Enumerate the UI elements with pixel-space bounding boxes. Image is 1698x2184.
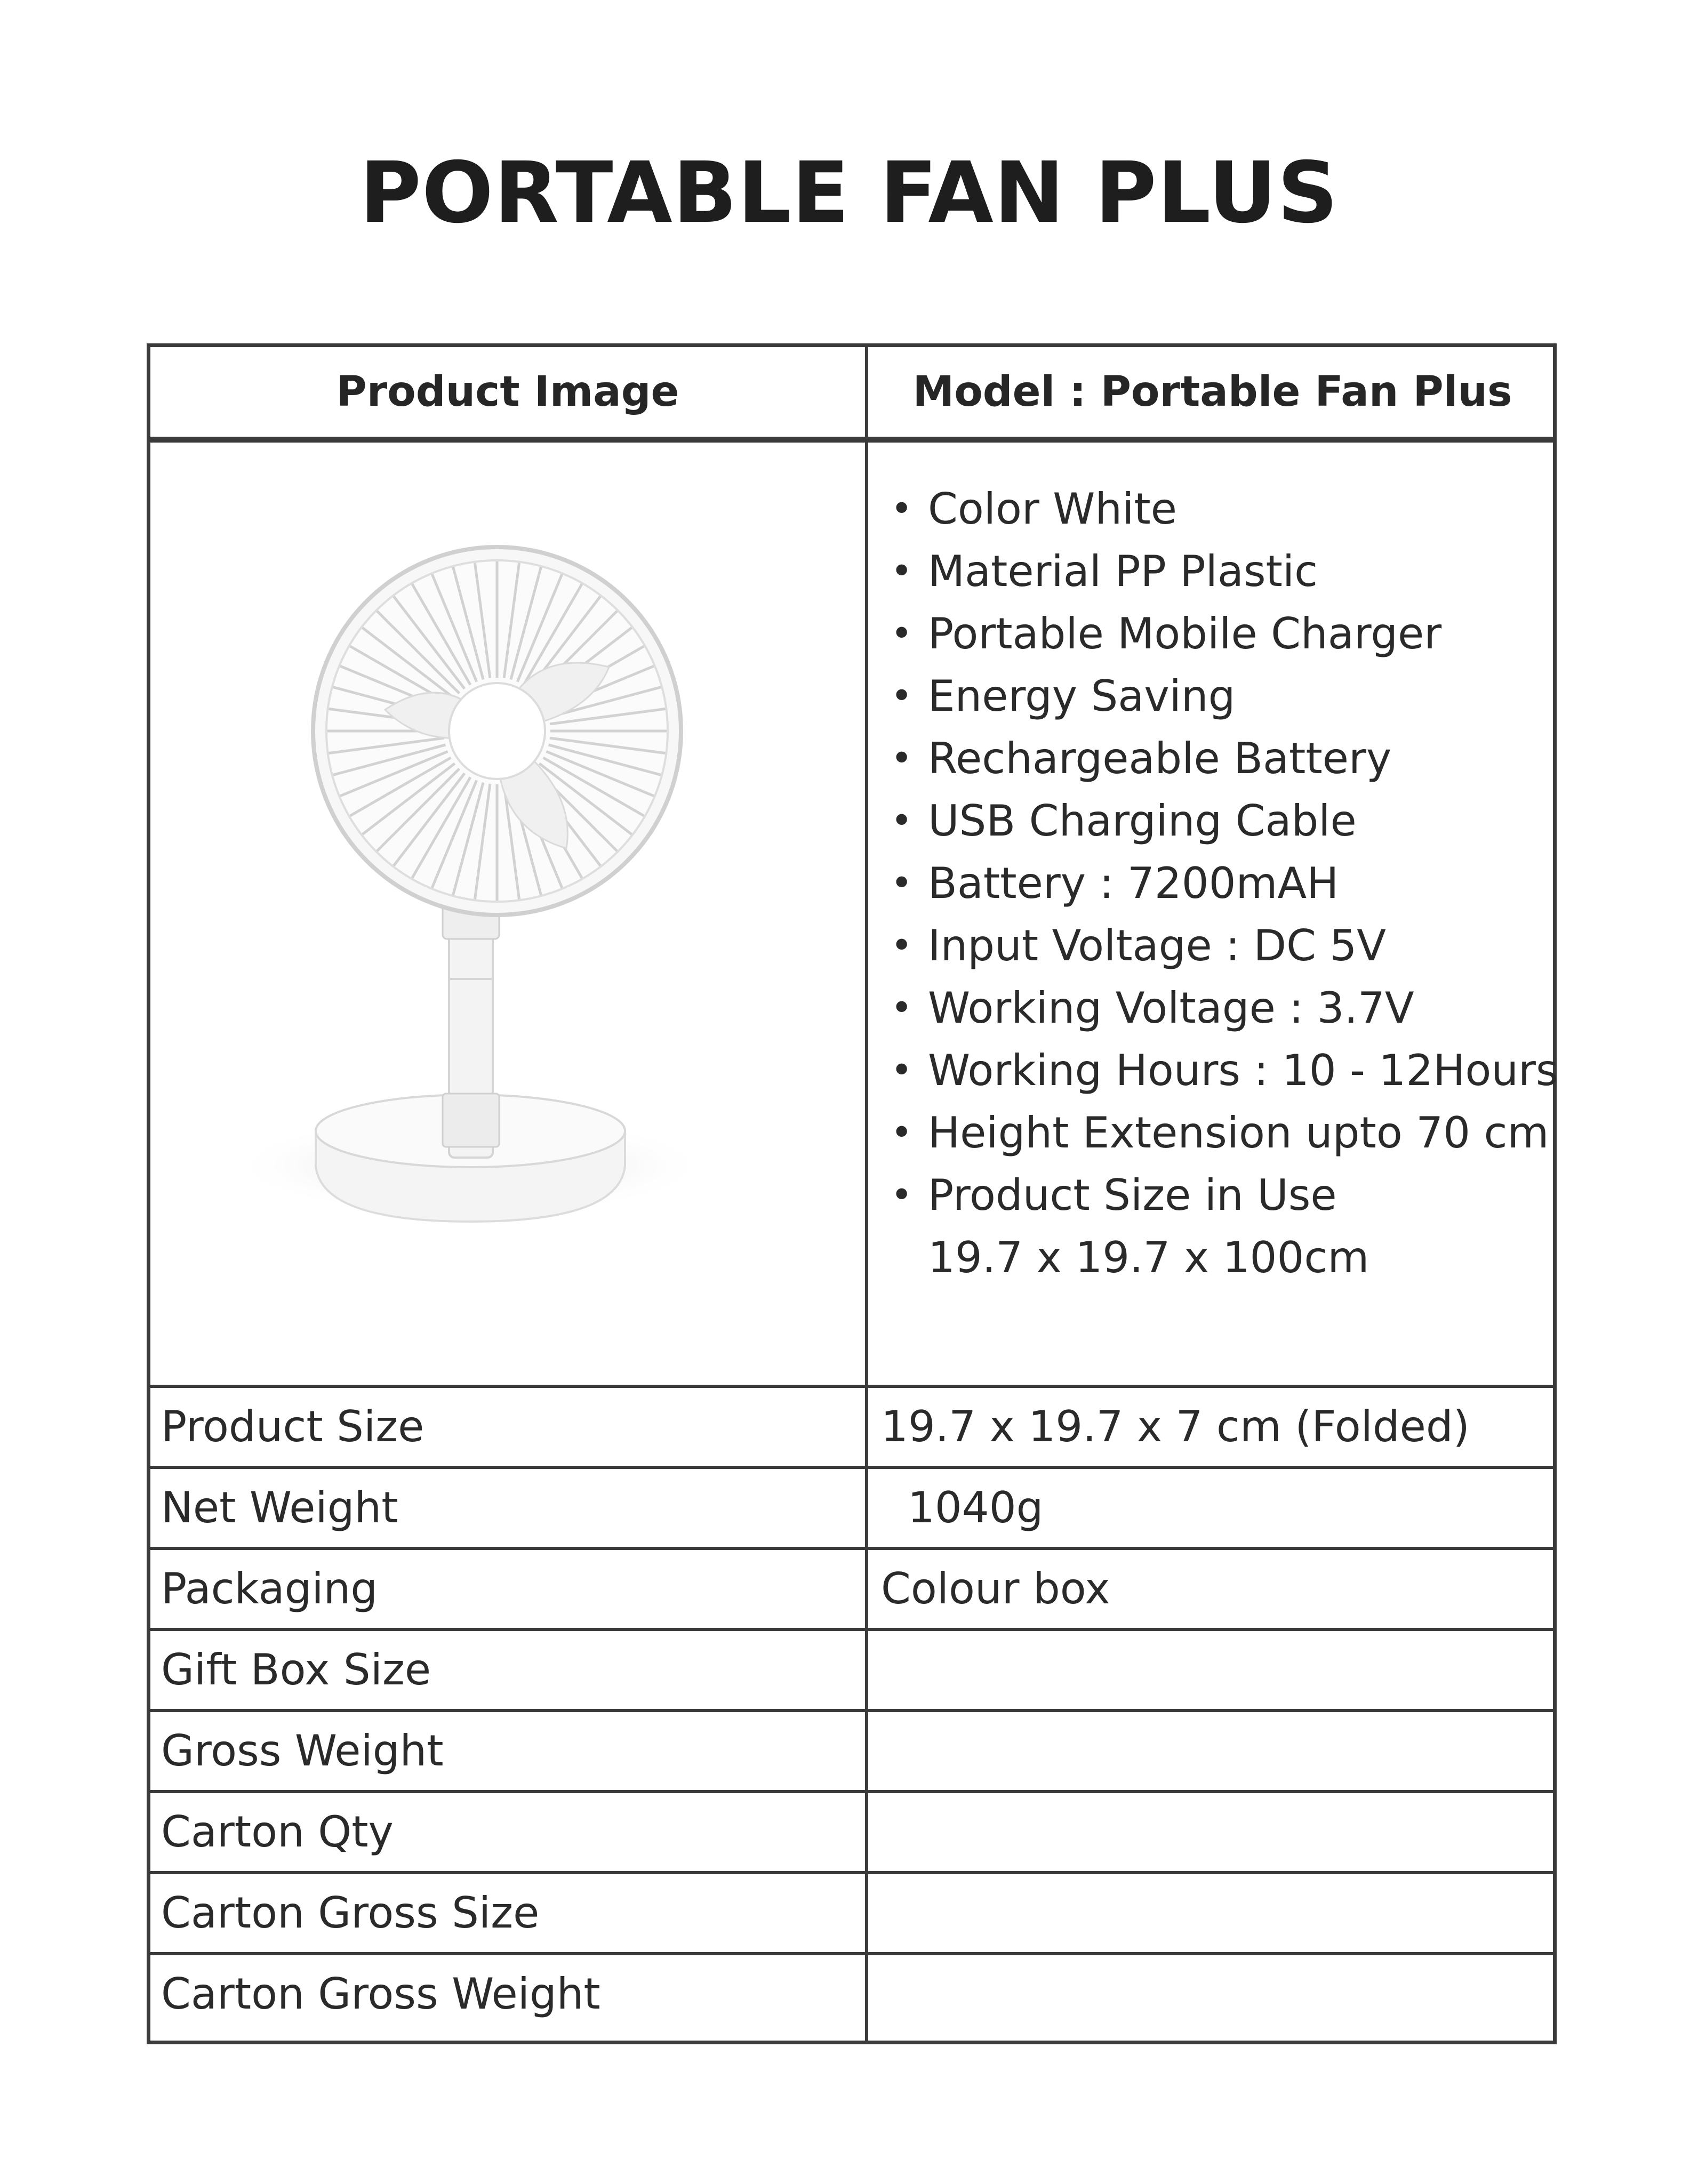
row-label: Carton Qty bbox=[161, 1807, 394, 1857]
feature-item bbox=[886, 603, 1558, 665]
bullet-icon: • bbox=[891, 1048, 913, 1092]
desk-fan-icon bbox=[150, 443, 865, 1396]
feature-text: Energy Saving bbox=[928, 671, 1236, 721]
row-label: Gift Box Size bbox=[161, 1645, 431, 1695]
bullet-icon: • bbox=[891, 924, 913, 967]
table-row bbox=[150, 1469, 1553, 1547]
feature-item bbox=[886, 1164, 1558, 1289]
table-row bbox=[150, 1955, 1553, 2033]
table-row bbox=[150, 1712, 1553, 1790]
row-label: Net Weight bbox=[161, 1483, 398, 1532]
row-label: Packaging bbox=[161, 1564, 378, 1613]
row-value: Colour box bbox=[881, 1564, 1110, 1613]
feature-text: Height Extension upto 70 cm bbox=[928, 1108, 1549, 1158]
row-label: Gross Weight bbox=[161, 1726, 444, 1776]
feature-item bbox=[886, 977, 1558, 1039]
feature-text: Color White bbox=[928, 484, 1177, 534]
table-row bbox=[150, 1874, 1553, 1952]
bullet-icon: • bbox=[891, 799, 913, 842]
feature-text: Input Voltage : DC 5V bbox=[928, 921, 1386, 970]
header-divider bbox=[150, 437, 1553, 443]
bullet-icon: • bbox=[891, 549, 913, 593]
feature-item bbox=[886, 1102, 1558, 1164]
page-title: PORTABLE FAN PLUS bbox=[359, 144, 1339, 242]
bullet-icon: • bbox=[891, 487, 913, 531]
feature-text: USB Charging Cable bbox=[928, 796, 1357, 846]
row-value: 19.7 x 19.7 x 7 cm (Folded) bbox=[881, 1402, 1470, 1451]
feature-item bbox=[886, 852, 1558, 914]
header-model: Model : Portable Fan Plus bbox=[912, 368, 1512, 416]
row-label: Product Size bbox=[161, 1402, 424, 1451]
row-label: Carton Gross Size bbox=[161, 1888, 540, 1938]
bullet-icon: • bbox=[891, 861, 913, 905]
feature-text: Working Voltage : 3.7V bbox=[928, 983, 1414, 1033]
bullet-icon: • bbox=[891, 674, 913, 718]
feature-text: Battery : 7200mAH bbox=[928, 858, 1339, 908]
feature-item bbox=[886, 665, 1558, 727]
bullet-icon: • bbox=[891, 1111, 913, 1154]
feature-item bbox=[886, 540, 1558, 603]
bullet-icon: • bbox=[891, 986, 913, 1030]
row-label: Carton Gross Weight bbox=[161, 1969, 600, 2019]
product-image-cell bbox=[150, 443, 865, 1396]
feature-text: Portable Mobile Charger bbox=[928, 609, 1442, 659]
feature-item bbox=[886, 790, 1558, 852]
row-value: 1040g bbox=[908, 1483, 1044, 1532]
feature-list bbox=[886, 478, 1558, 1289]
feature-text: Rechargeable Battery bbox=[928, 734, 1392, 783]
feature-continuation: 19.7 x 19.7 x 100cm bbox=[928, 1233, 1369, 1282]
bullet-icon: • bbox=[891, 612, 913, 655]
table-row bbox=[150, 1631, 1553, 1709]
feature-item bbox=[886, 914, 1558, 977]
feature-item bbox=[886, 1039, 1558, 1102]
bullet-icon: • bbox=[891, 1173, 913, 1217]
feature-item bbox=[886, 727, 1558, 790]
feature-text: Product Size in Use bbox=[928, 1170, 1337, 1220]
feature-item bbox=[886, 478, 1558, 540]
table-row bbox=[150, 1550, 1553, 1628]
bullet-icon: • bbox=[891, 736, 913, 780]
table-row bbox=[150, 1388, 1553, 1466]
spec-table bbox=[147, 343, 1557, 2044]
table-row bbox=[150, 1793, 1553, 1871]
feature-text: Working Hours : 10 - 12Hours bbox=[928, 1046, 1558, 1095]
feature-text: Material PP Plastic bbox=[928, 547, 1318, 596]
header-product-image: Product Image bbox=[336, 368, 679, 416]
